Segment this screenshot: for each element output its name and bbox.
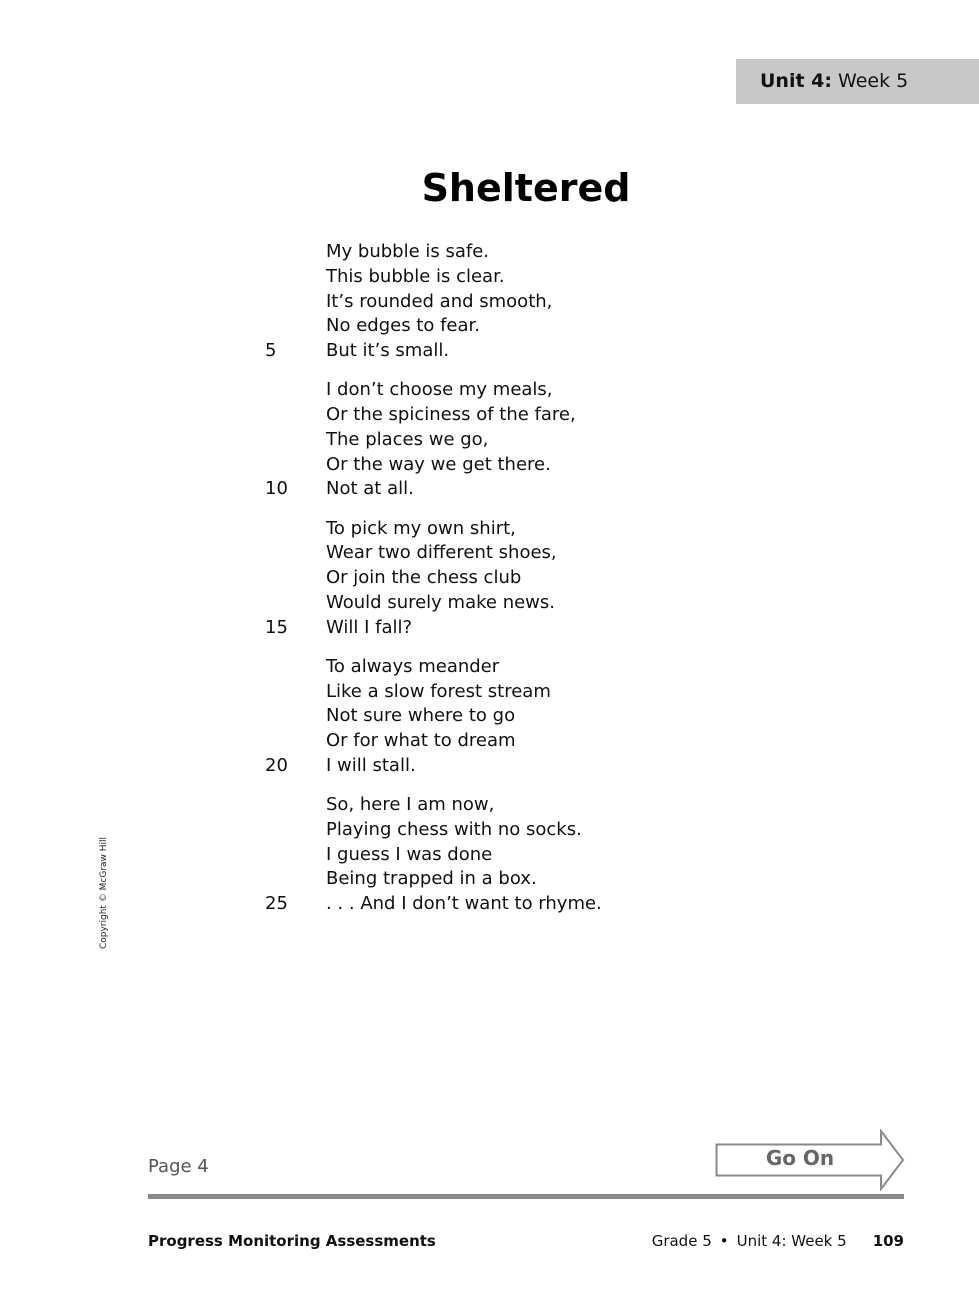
line-text: Or for what to dream <box>326 730 516 751</box>
footer-divider <box>148 1194 904 1199</box>
line-number: 20 <box>265 754 288 776</box>
line-number: 5 <box>265 340 277 361</box>
line-text: No edges to fear. <box>326 315 481 337</box>
line-text: It’s rounded and smooth, <box>326 290 553 312</box>
page-label: Page 4 <box>148 1156 209 1177</box>
week-label: Week 5 <box>838 70 909 92</box>
copyright-notice: Copyright © McGraw Hill <box>99 836 109 950</box>
footer-separator: • <box>719 1232 729 1250</box>
line-text: Or the way we get there. <box>326 453 551 475</box>
poem-title: Sheltered <box>421 166 631 210</box>
line-text: I don’t choose my meals, <box>326 379 553 401</box>
line-text: To pick my own shirt, <box>326 517 516 539</box>
footer-page-number: 109 <box>872 1232 904 1250</box>
unit-week-tab <box>736 59 979 104</box>
line-text: Wear two different shoes, <box>326 542 557 564</box>
line-text: I guess I was done <box>326 843 493 865</box>
line-text: Or the spiciness of the fare, <box>326 404 576 425</box>
line-text: Would surely make news. <box>326 591 555 613</box>
go-on-label: Go On <box>765 1146 835 1170</box>
line-number: 15 <box>265 616 288 638</box>
line-text: Or join the chess club <box>326 567 522 588</box>
footer-info <box>652 1232 904 1250</box>
line-text: Not at all. <box>326 478 414 500</box>
line-text: Will I fall? <box>326 616 413 638</box>
line-text: . . . And I don’t want to rhyme. <box>326 893 602 914</box>
line-text: Being trapped in a box. <box>326 868 537 890</box>
line-text: I will stall. <box>326 754 416 776</box>
footer-unit: Unit 4: Week 5 <box>736 1232 847 1250</box>
line-number: 10 <box>265 478 288 500</box>
line-text: The places we go, <box>326 428 489 450</box>
line-number: 25 <box>265 893 288 914</box>
line-text: Like a slow forest stream <box>326 680 551 702</box>
go-on-button[interactable] <box>715 1129 905 1191</box>
footer-title: Progress Monitoring Assessments <box>148 1232 436 1250</box>
line-text: But it’s small. <box>326 340 450 361</box>
line-text: So, here I am now, <box>326 794 495 815</box>
line-text: This bubble is clear. <box>326 265 505 287</box>
line-text: To always meander <box>326 655 500 677</box>
footer-grade: Grade 5 <box>651 1232 712 1250</box>
line-text: Playing chess with no socks. <box>326 818 582 840</box>
line-text: My bubble is safe. <box>326 241 490 262</box>
line-text: Not sure where to go <box>326 705 516 727</box>
unit-label: Unit 4: <box>760 70 832 92</box>
